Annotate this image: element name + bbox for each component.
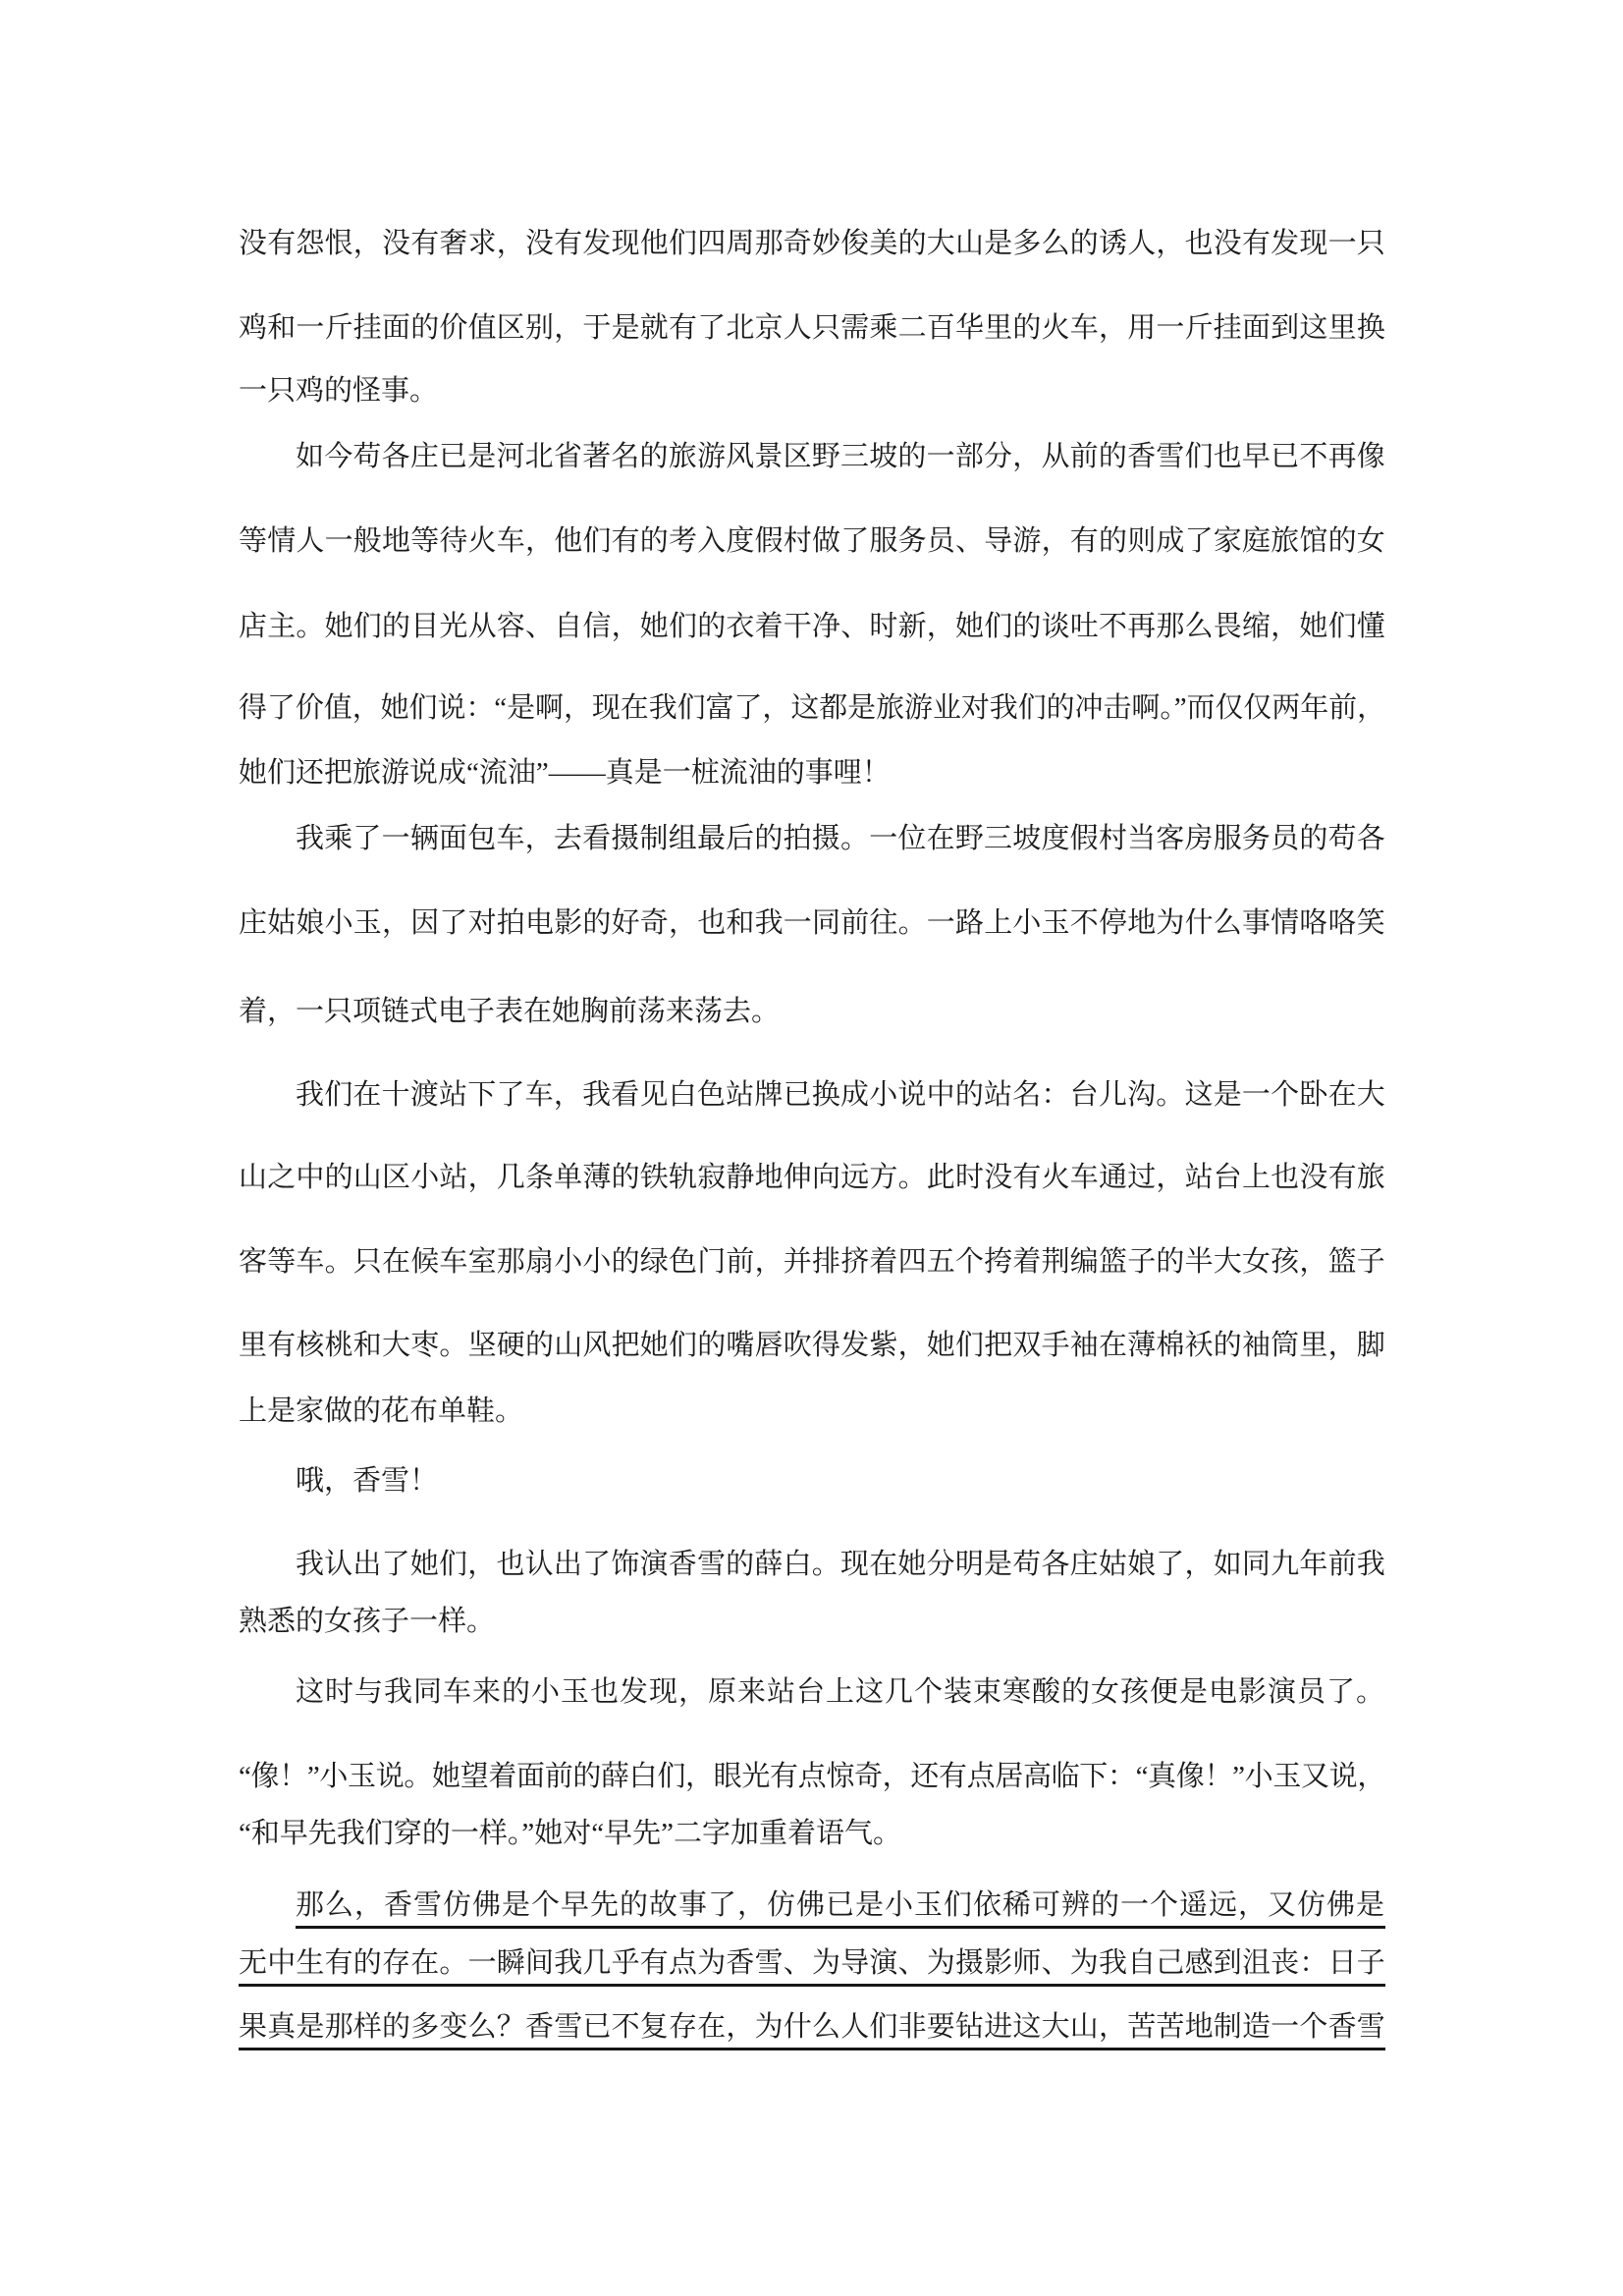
line-text: 我认出了她们，也认出了饰演香雪的薛白。现在她分明是苟各庄姑娘了，如同九年前我 [296, 1549, 1385, 1580]
line-text: 里有核桃和大枣。坚硬的山风把她们的嘴唇吹得发紫，她们把双手袖在薄棉袄的袖筒里，脚 [239, 1330, 1385, 1361]
line-text: 那么，香雪仿佛是个早先的故事了，仿佛已是小玉们依稀可辨的一个遥远，又仿佛是 [296, 1889, 1385, 1929]
line-text: 鸡和一斤挂面的价值区别，于是就有了北京人只需乘二百华里的火车，用一斤挂面到这里换 [239, 312, 1385, 344]
text-line [239, 1162, 1385, 1194]
line-text: 上是家做的花布单鞋。 [239, 1395, 524, 1427]
text-line [239, 823, 1385, 855]
text-line [239, 228, 1385, 260]
text-line [239, 525, 1385, 558]
line-text: 着，一只项链式电子表在她胸前荡来荡去。 [239, 996, 781, 1027]
line-text: 我乘了一辆面包车，去看摄制组最后的拍摄。一位在野三坡度假村当客房服务员的苟各 [296, 823, 1385, 854]
text-line [239, 907, 1385, 940]
line-text: 等情人一般地等待火车，他们有的考入度假村做了服务员、导游，有的则成了家庭旅馆的女 [239, 525, 1385, 557]
text-line [239, 692, 1385, 725]
underlined-text-line [239, 2011, 1385, 2050]
text-line [239, 1330, 1385, 1362]
line-text: 客等车。只在候车室那扇小小的绿色门前，并排挤着四五个挎着荆编篮子的半大女孩，篮子 [239, 1246, 1385, 1278]
line-text: 没有怨恨，没有奢求，没有发现他们四周那奇妙俊美的大山是多么的诱人，也没有发现一只 [239, 228, 1385, 259]
text-line [239, 1395, 1385, 1428]
line-text: 一只鸡的怪事。 [239, 375, 439, 407]
text-line [239, 1079, 1385, 1112]
text-line [239, 1606, 1385, 1638]
underlined-text-line [239, 1889, 1385, 1929]
line-text: 哦，香雪！ [296, 1465, 439, 1497]
line-text: 这时与我同车来的小玉也发现，原来站台上这几个装束寒酸的女孩便是电影演员了。 [296, 1676, 1385, 1708]
text-line [239, 1549, 1385, 1581]
line-text: “和早先我们穿的一样。”她对“早先”二字加重着语气。 [239, 1818, 901, 1849]
line-text: “像！”小玉说。她望着面前的薛白们，眼光有点惊奇，还有点居高临下：“真像！”小玉又说， [239, 1761, 1385, 1792]
text-line [239, 312, 1385, 345]
line-text: 庄姑娘小玉，因了对拍电影的好奇，也和我一同前往。一路上小玉不停地为什么事情咯咯笑 [239, 907, 1385, 939]
text-line [239, 757, 1385, 790]
line-text: 如今苟各庄已是河北省著名的旅游风景区野三坡的一部分，从前的香雪们也早已不再像 [296, 441, 1385, 472]
text-line [239, 1465, 1385, 1498]
line-text: 得了价值，她们说：“是啊，现在我们富了，这都是旅游业对我们的冲击啊。”而仅仅两年前， [239, 692, 1385, 724]
text-line [239, 996, 1385, 1028]
text-line [239, 1246, 1385, 1279]
text-line [239, 1676, 1385, 1709]
line-text: 果真是那样的多变么？香雪已不复存在，为什么人们非要钻进这大山，苦苦地制造一个香雪 [239, 2011, 1385, 2050]
line-text: 无中生有的存在。一瞬间我几乎有点为香雪、为导演、为摄影师、为我自己感到沮丧：日子 [239, 1947, 1385, 1987]
text-line [239, 611, 1385, 643]
text-line [239, 441, 1385, 473]
underlined-text-line [239, 1947, 1385, 1987]
line-text: 店主。她们的目光从容、自信，她们的衣着干净、时新，她们的谈吐不再那么畏缩，她们懂 [239, 611, 1385, 642]
line-text: 我们在十渡站下了车，我看见白色站牌已换成小说中的站名：台儿沟。这是一个卧在大 [296, 1079, 1385, 1111]
line-text: 山之中的山区小站，几条单薄的铁轨寂静地伸向远方。此时没有火车通过，站台上也没有旅 [239, 1162, 1385, 1193]
line-text: 熟悉的女孩子一样。 [239, 1606, 496, 1637]
text-line [239, 1818, 1385, 1850]
text-line [239, 1761, 1385, 1793]
line-text: 她们还把旅游说成“流油”——真是一桩流油的事哩！ [239, 757, 891, 789]
text-line [239, 375, 1385, 408]
